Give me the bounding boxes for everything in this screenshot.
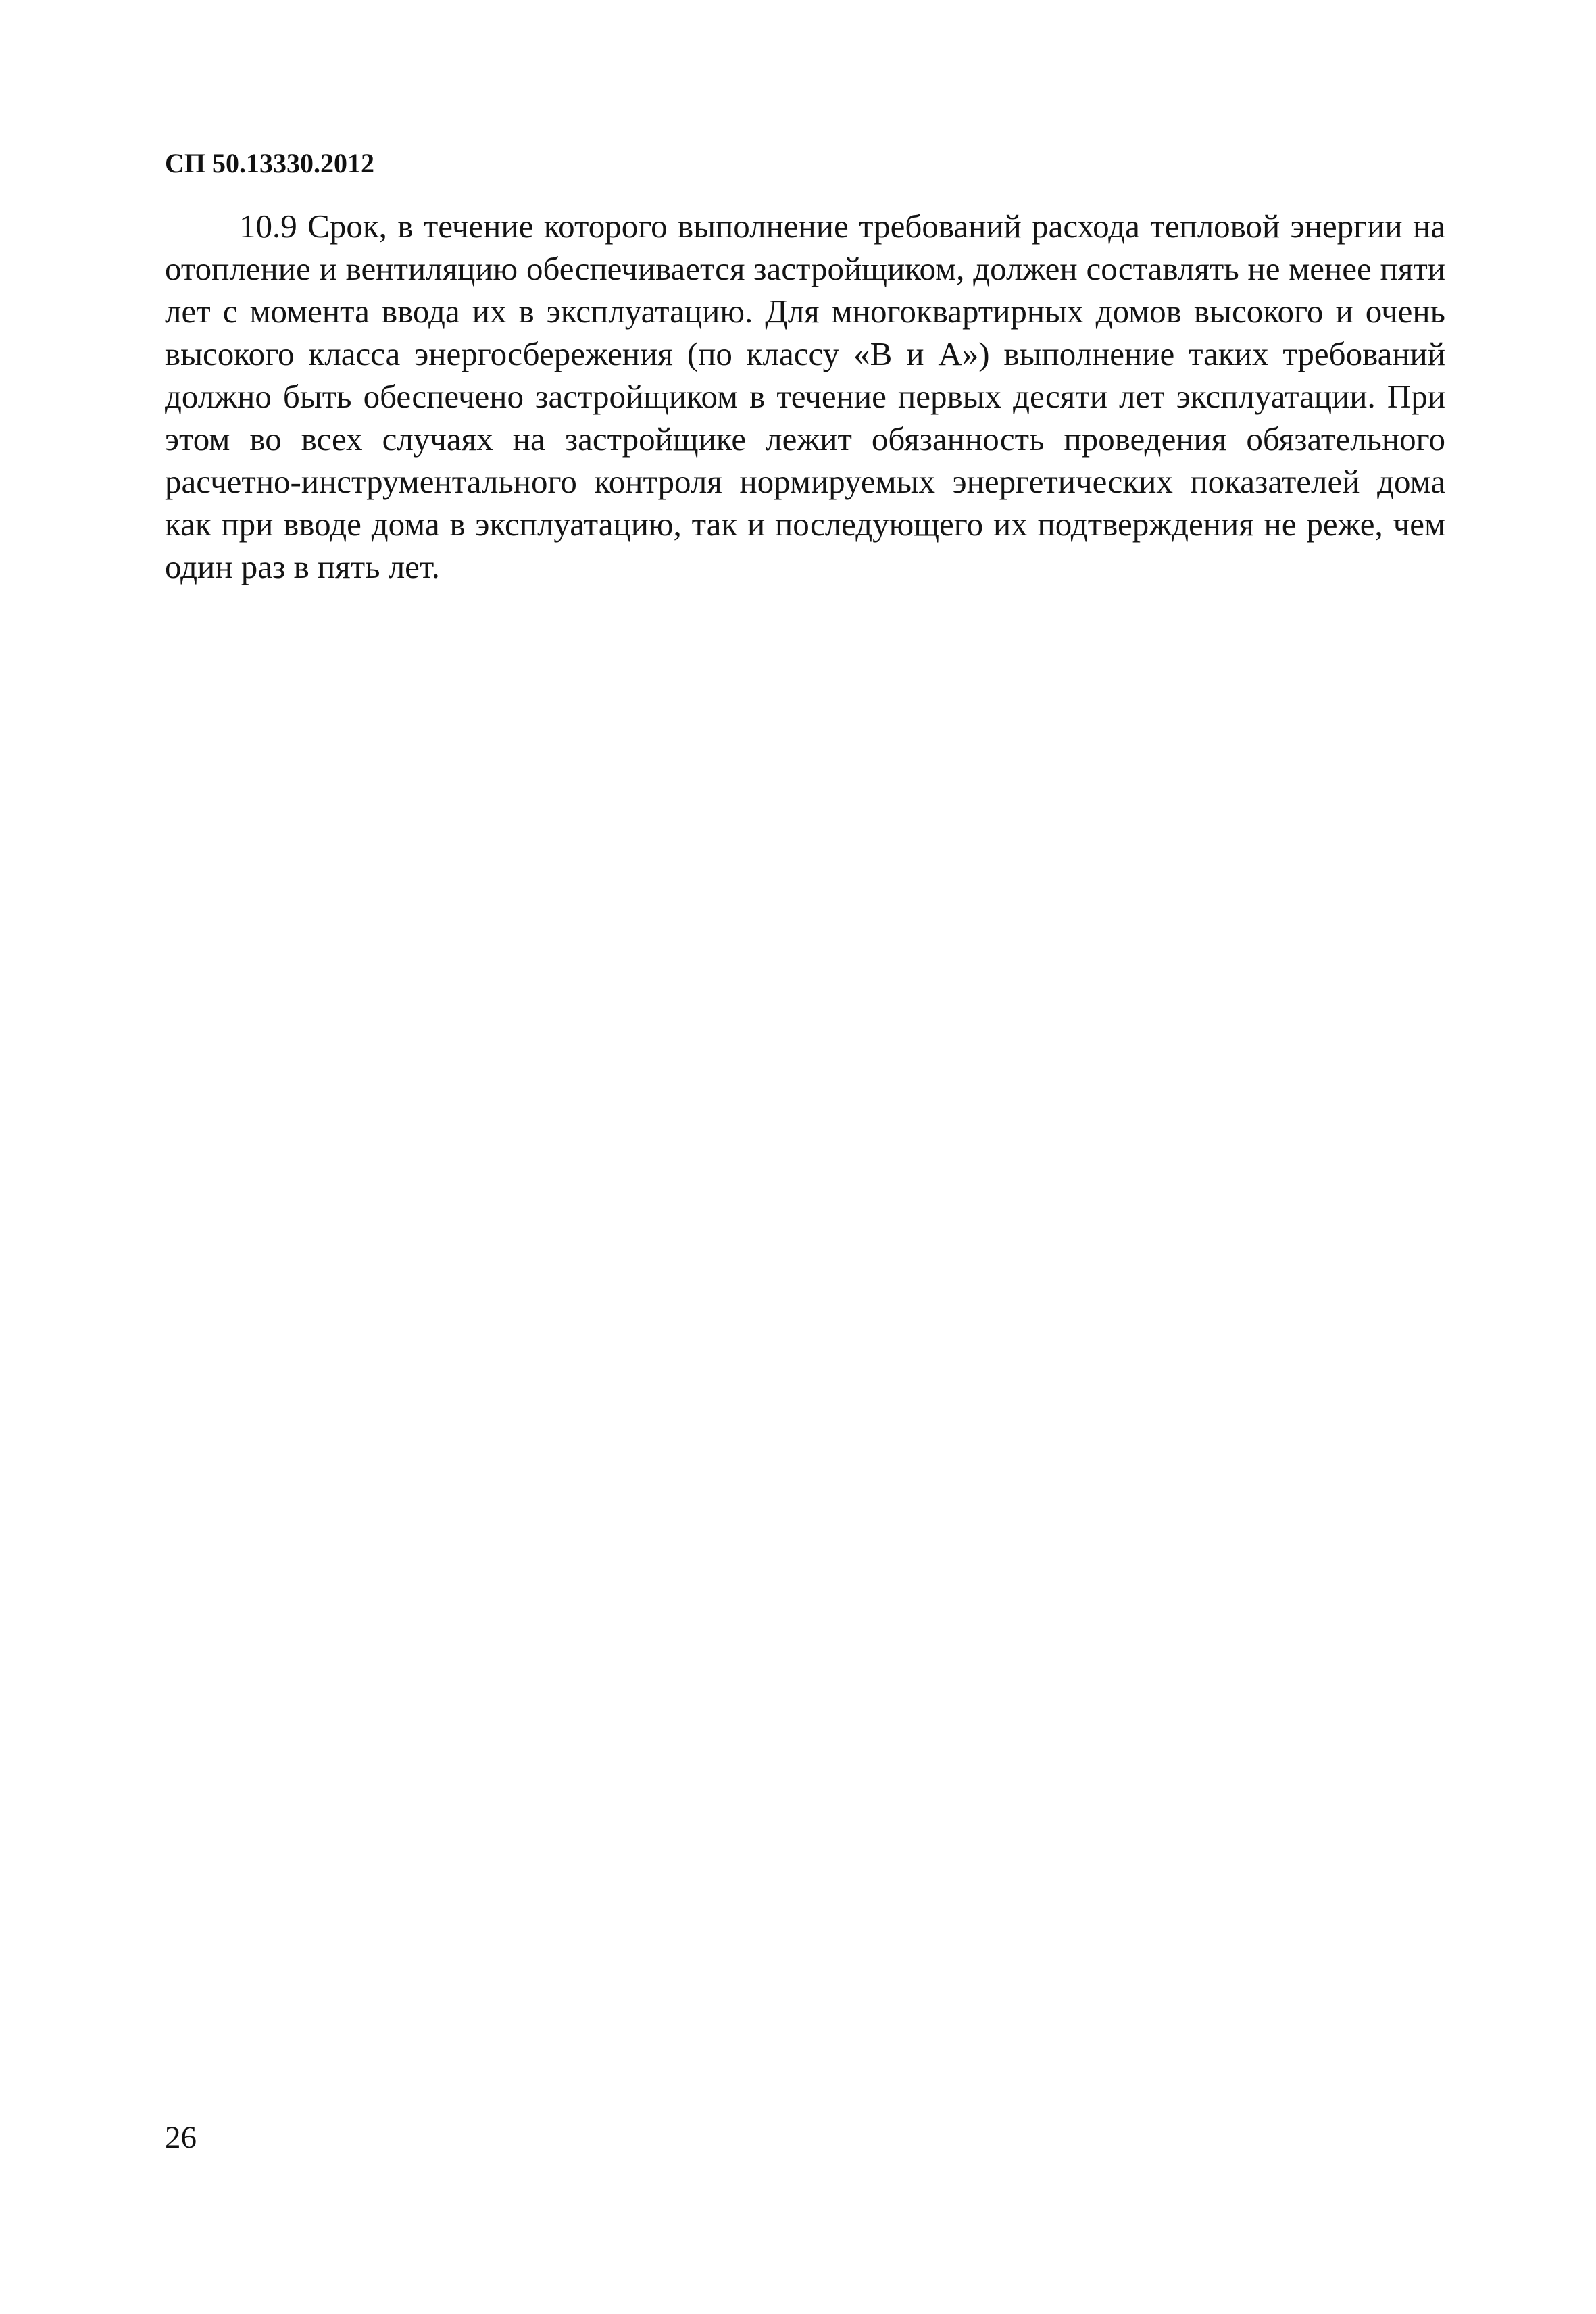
document-code-header: СП 50.13330.2012 [165,148,374,178]
paragraph-10-9: 10.9 Срок, в течение которого выполнение требований расхода тепловой энергии на отопление и вентиляцию обеспечивается застройщиком, должен составлять не менее пяти лет с момента ввода их в эксплуатацию. Для многоквартирных домов высокого и очень высокого класса энергосбережения (по классу «В и А») выполнение таких требований должно быть обеспечено застройщиком в течение первых десяти лет эксплуатации. При этом во всех случаях на застройщике лежит обязанность проведения обязательного расчетно-инструментального контроля нормируемых энергетических показателей дома как при вводе дома в эксплуатацию, так и последующего их подтверждения не реже, чем один раз в пять лет. [165,207,1445,585]
page-number: 26 [165,2120,197,2155]
